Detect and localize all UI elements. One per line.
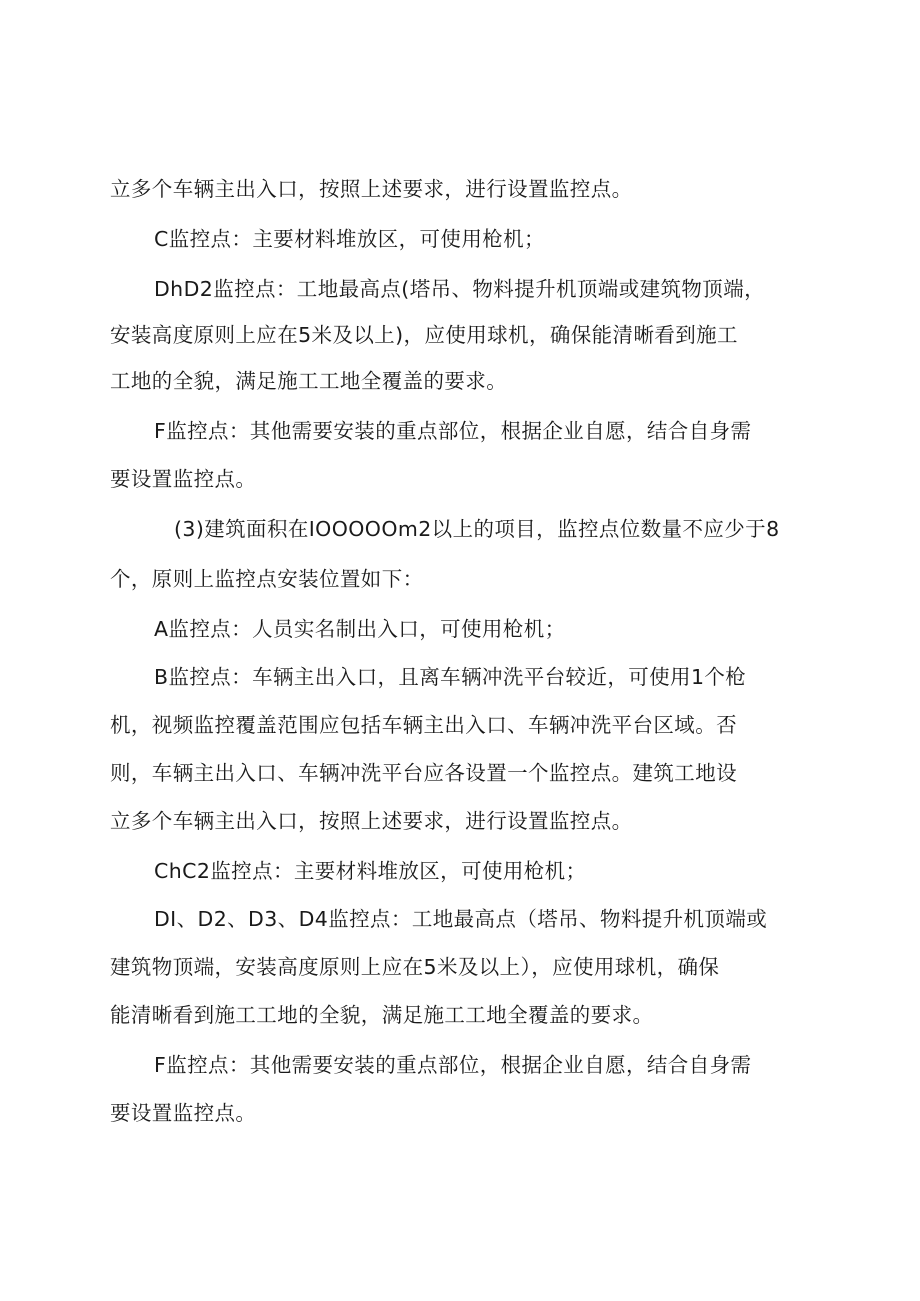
- text-line: (3)建筑面积在IOOOOOm2以上的项目，监控点位数量不应少于8: [174, 517, 780, 541]
- text-line: ChC2监控点：主要材料堆放区，可使用枪机；: [154, 859, 587, 883]
- text-line: 要设置监控点。: [110, 467, 257, 491]
- text-line: 工地的全貌，满足施工工地全覆盖的要求。: [110, 369, 508, 393]
- text-line: 立多个车辆主出入口，按照上述要求，进行设置监控点。: [110, 177, 633, 201]
- text-line: 安装高度原则上应在5米及以上)，应使用球机，确保能清晰看到施工: [110, 323, 738, 347]
- text-line: F监控点：其他需要安装的重点部位，根据企业自愿，结合自身需: [154, 419, 752, 443]
- text-line: 个，原则上监控点安装位置如下：: [110, 567, 424, 591]
- text-line: 则，车辆主出入口、车辆冲洗平台应各设置一个监控点。建筑工地设: [110, 761, 737, 785]
- text-line: A监控点：人员实名制出入口，可使用枪机；: [154, 617, 566, 641]
- text-line: 要设置监控点。: [110, 1101, 257, 1125]
- text-line: 建筑物顶端，安装高度原则上应在5米及以上），应使用球机，确保: [110, 955, 720, 979]
- text-line: B监控点：车辆主出入口，且离车辆冲洗平台较近，可使用1个枪: [154, 665, 747, 689]
- text-line: F监控点：其他需要安装的重点部位，根据企业自愿，结合自身需: [154, 1053, 752, 1077]
- text-line: DI、D2、D3、D4监控点：工地最高点（塔吊、物料提升机顶端或: [154, 907, 768, 931]
- text-line: DhD2监控点：工地最高点(塔吊、物料提升机顶端或建筑物顶端，: [154, 277, 766, 301]
- text-line: 能清晰看到施工工地的全貌，满足施工工地全覆盖的要求。: [110, 1003, 654, 1027]
- text-line: 立多个车辆主出入口，按照上述要求，进行设置监控点。: [110, 809, 633, 833]
- text-line: 机，视频监控覆盖范围应包括车辆主出入口、车辆冲洗平台区域。否: [110, 713, 737, 737]
- text-line: C监控点：主要材料堆放区，可使用枪机；: [154, 227, 545, 251]
